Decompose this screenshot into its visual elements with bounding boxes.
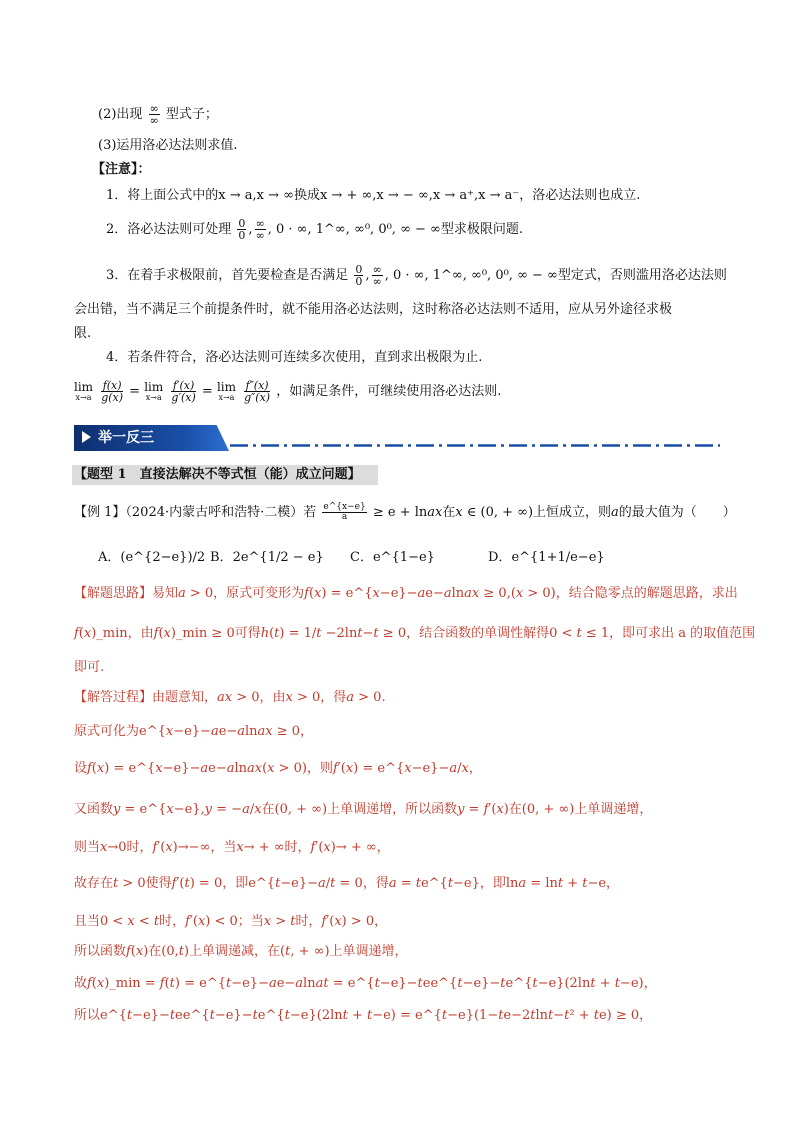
topic-label: 【题型 1 直接法解决不等式恒（能）成立问题】 <box>74 467 361 482</box>
note-3-line-2: 会出错，当不满足三个前提条件时，就不能用洛必达法则，这时称洛必达法则不适用，应从另外途径求极 <box>74 302 673 317</box>
solution-step: 设𝑓(𝑥) = e^{𝑥−e}−𝑎e−𝑎ln𝑎𝑥(𝑥 > 0)，则𝑓′(𝑥) = e^{𝑥−e}−𝑎/𝑥， <box>74 761 482 776</box>
note-4: 4．若条件符合，洛必达法则可连续多次使用，直到求出极限为止. <box>106 350 483 365</box>
solution-idea-line-2: 𝑓(𝑥)_min，由𝑓(𝑥)_min ≥ 0可得ℎ(𝑡) = 1/𝑡 −2ln𝑡−𝑡 ≥ 0，结合函数的单调性解得0 < 𝑡 ≤ 1，即可求出 a 的取值范围 <box>74 626 756 641</box>
option-c[interactable]: C．e^{1−e} <box>350 550 435 565</box>
solution-idea-line-1: 【解题思路】易知𝑎 > 0，原式可变形为𝑓(𝑥) = e^{𝑥−e}−𝑎e−𝑎ln𝑎𝑥 ≥ 0,(𝑥 > 0)，结合隐零点的解题思路，求出 <box>74 586 738 601</box>
solution-step: 又函数𝑦 = e^{𝑥−e},𝑦 = −𝑎/𝑥在(0, + ∞)上单调递增，所以函数𝑦 = 𝑓′(𝑥)在(0, + ∞)上单调递增， <box>74 802 653 817</box>
solution-step: 【解答过程】由题意知，𝑎𝑥 > 0，由𝑥 > 0，得𝑎 > 0. <box>74 690 386 705</box>
note-1: 1．将上面公式中的x → a,x → ∞换成x → + ∞,x → − ∞,x → a⁺,x → a⁻，洛必达法则也成立. <box>106 188 641 203</box>
lhopital-formula: lim x→a $\frac{f(x)}{g(x)}$ = lim x→a $\frac{f'(x)}{g'(x)}$ = lim x→a $\frac{f''(x)}{g''(x)}$ ，如满足条件，可继续使用洛必达法则. <box>74 379 502 404</box>
solution-step: 则当𝑥→0时，𝑓′(𝑥)→−∞，当𝑥→ + ∞时，𝑓′(𝑥)→ + ∞， <box>74 840 390 855</box>
option-d[interactable]: D．e^{1+1/e−e} <box>488 550 605 565</box>
solution-step: 原式可化为e^{𝑥−e}−𝑎e−𝑎ln𝑎𝑥 ≥ 0， <box>74 724 314 739</box>
option-a[interactable]: A．(e^{2−e})/2 <box>98 550 206 565</box>
solution-step: 故存在𝑡 > 0使得𝑓′(𝑡) = 0，即e^{𝑡−e}−𝑎/𝑡 = 0，得𝑎 = 𝑡e^{𝑡−e}，即ln𝑎 = ln𝑡 + 𝑡−e， <box>74 876 620 891</box>
solution-step: 且当0 < 𝑥 < 𝑡时，𝑓′(𝑥) < 0；当𝑥 > 𝑡时，𝑓′(𝑥) > 0， <box>74 914 388 929</box>
solution-step: 所以函数𝑓(𝑥)在(0,𝑡)上单调递减，在(𝑡, + ∞)上单调递增， <box>74 944 408 959</box>
note-3-line-3: 限. <box>74 326 92 341</box>
rule-3: (3)运用洛必达法则求值. <box>98 138 238 153</box>
note-3: 3．在着手求极限前，首先要检查是否满足 $\frac{0}{0}$ , $\frac{\infty}{\infty}$ , 0 · ∞, 1^∞, ∞⁰, 0⁰, ∞ − ∞型定式，否则滥用洛必达法则 <box>106 263 727 288</box>
solution-step: 故𝑓(𝑥)_min = 𝑓(𝑡) = e^{𝑡−e}−𝑎e−𝑎ln𝑎𝑡 = e^{𝑡−e}−𝑡ee^{𝑡−e}−𝑡e^{𝑡−e}(2ln𝑡 + 𝑡−e)， <box>74 976 657 991</box>
solution-step: 所以e^{𝑡−e}−𝑡ee^{𝑡−e}−𝑡e^{𝑡−e}(2ln𝑡 + 𝑡−e) = e^{𝑡−e}(1−𝑡e−2𝑡ln𝑡−𝑡² + 𝑡e) ≥ 0， <box>74 1008 653 1023</box>
option-b[interactable]: B．2e^{1/2 − e} <box>210 550 324 565</box>
note-heading: 【注意】： <box>92 162 151 177</box>
section-banner-label: 举一反三 <box>98 430 154 446</box>
infinity-fraction: $\frac{\infty}{\infty}$ <box>149 102 159 127</box>
banner-dashed-rule <box>230 444 720 447</box>
note-2: 2．洛必达法则可处理 $\frac{0}{0}$ , $\frac{\infty}{\infty}$ , 0 · ∞, 1^∞, ∞⁰, 0⁰, ∞ − ∞型求极限问题. <box>106 217 524 242</box>
rule-2: (2)出现 $\frac{\infty}{\infty}$ 型式子； <box>98 102 218 127</box>
play-arrow-icon <box>82 431 91 443</box>
example-question: 【例 1】（2024·内蒙古呼和浩特·二模）若 $\frac{e\^{}\{x-e\}}{a}$ ≥ e + ln𝑎𝑥在𝑥 ∈ (0, + ∞)上恒成立，则𝑎的最大值为（ ） <box>74 502 736 522</box>
solution-idea-line-3: 即可. <box>74 660 105 675</box>
